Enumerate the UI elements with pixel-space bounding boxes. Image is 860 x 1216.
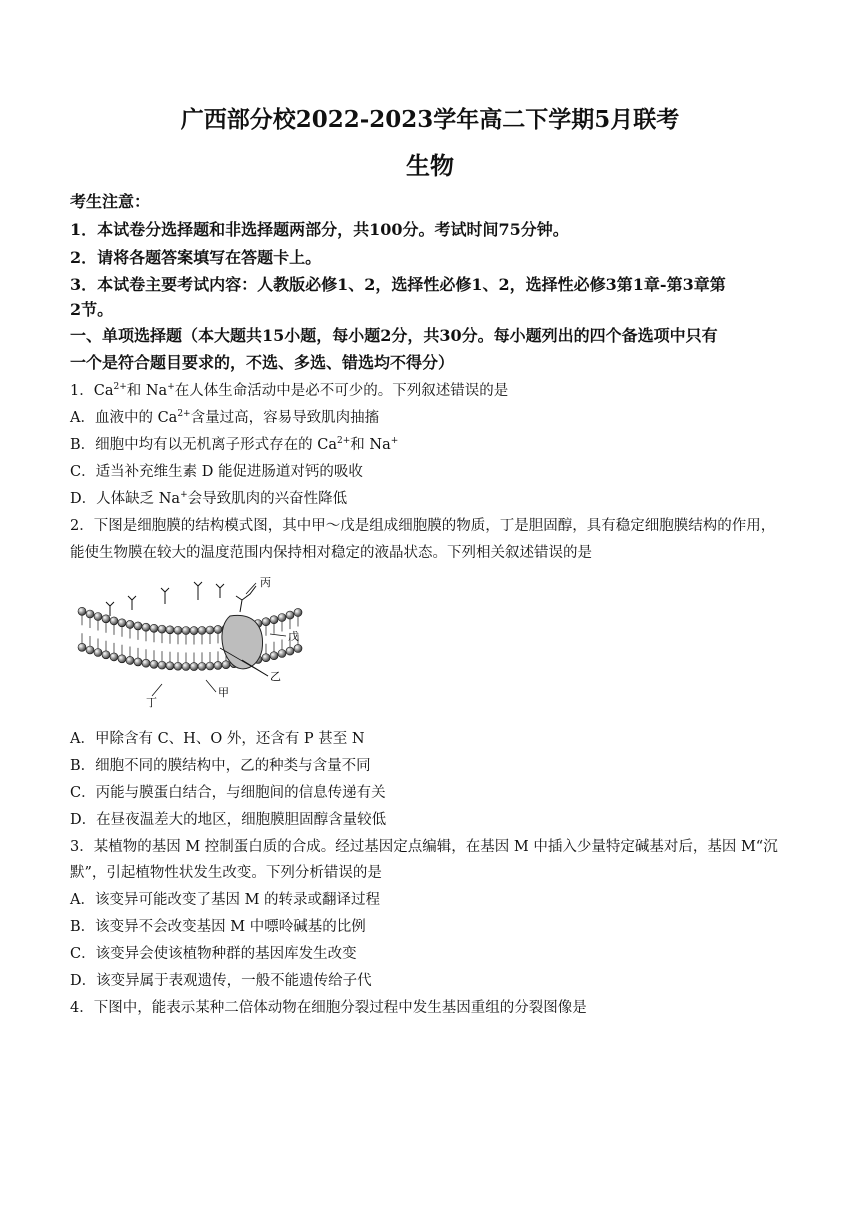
q3-option-b: B．该变异不会改变基因 M 中嘌呤碱基的比例 bbox=[70, 919, 366, 935]
lipid-head bbox=[198, 662, 206, 670]
lipid-head bbox=[198, 626, 206, 634]
lipid-head bbox=[294, 608, 302, 616]
section-heading-line1: 一、单项选择题（本大题共15小题，每小题2分，共30分。每小题列出的四个备选项中只有 bbox=[70, 326, 718, 345]
label-ding: 丁 bbox=[146, 696, 157, 708]
q1-option-d: D．人体缺乏 Na+会导致肌肉的兴奋性降低 bbox=[70, 490, 348, 507]
label-yi: 乙 bbox=[270, 670, 281, 683]
lipid-head bbox=[214, 625, 222, 633]
lipid-head bbox=[142, 623, 150, 631]
lipid-head bbox=[78, 643, 86, 651]
q3-option-c: C．该变异会使该植物种群的基因库发生改变 bbox=[70, 946, 357, 962]
q2-option-d: D．在昼夜温差大的地区，细胞膜胆固醇含量较低 bbox=[70, 812, 387, 828]
q1-stem: 1．$Ca^{2+}$和 Na+在人体生命活动中是必不可少的。下列叙述错误的是 bbox=[70, 382, 509, 399]
q3-stem-line2: 默”，引起植物性状发生改变。下列分析错误的是 bbox=[70, 865, 382, 881]
lipid-head bbox=[206, 662, 214, 670]
section-heading-line2: 一个是符合题目要求的，不选、多选、错选均不得分） bbox=[70, 353, 455, 372]
q4-stem: 4．下图中，能表示某种二倍体动物在细胞分裂过程中发生基因重组的分裂图像是 bbox=[70, 1000, 587, 1016]
lipid-head bbox=[86, 610, 94, 618]
q1-option-a: A．血液中的 $Ca^{2+}$含量过高，容易导致肌肉抽搐 bbox=[70, 409, 380, 426]
exam-subject: 生物 bbox=[406, 151, 454, 180]
q2-option-a: A．甲除含有 C、H、O 外，还含有 P 甚至 N bbox=[70, 731, 365, 747]
cell-membrane-diagram bbox=[70, 568, 310, 708]
lipid-head bbox=[166, 626, 174, 634]
lipid-head bbox=[190, 663, 198, 671]
lipid-head bbox=[166, 662, 174, 670]
q3-option-a: A．该变异可能改变了基因 M 的转录或翻译过程 bbox=[70, 892, 381, 908]
lipid-head bbox=[286, 647, 294, 655]
lipid-head bbox=[158, 625, 166, 633]
lipid-head bbox=[78, 607, 86, 615]
lipid-head bbox=[206, 626, 214, 634]
notice-item-2: 2．请将各题答案填写在答题卡上。 bbox=[70, 248, 322, 267]
q1-option-b: B．细胞中均有以无机离子形式存在的 $Ca^{2+}$和 Na+ bbox=[70, 436, 399, 453]
lipid-head bbox=[86, 646, 94, 654]
lipid-head bbox=[142, 659, 150, 667]
lipid-head bbox=[174, 662, 182, 670]
lipid-head bbox=[134, 658, 142, 666]
lipid-head bbox=[126, 620, 134, 628]
notice-item-3-cont: 2节。 bbox=[70, 300, 114, 319]
notice-item-3: 3．本试卷主要考试内容：人教版必修1、2，选择性必修1、2，选择性必修3第1章-第3章第 bbox=[70, 275, 726, 294]
lipid-head bbox=[182, 626, 190, 634]
lipid-head bbox=[150, 660, 158, 668]
lipid-head bbox=[94, 613, 102, 621]
lipid-head bbox=[134, 622, 142, 630]
lipid-head bbox=[222, 661, 230, 669]
lipid-head bbox=[262, 654, 270, 662]
lipid-head bbox=[110, 653, 118, 661]
lipid-head bbox=[190, 627, 198, 635]
lipid-head bbox=[102, 651, 110, 659]
lipid-head bbox=[278, 649, 286, 657]
lipid-head bbox=[126, 656, 134, 664]
lipid-head bbox=[262, 618, 270, 626]
label-bing: 丙 bbox=[260, 576, 271, 589]
lipid-head bbox=[294, 644, 302, 652]
lipid-head bbox=[214, 661, 222, 669]
lipid-head bbox=[102, 615, 110, 623]
q2-option-b: B．细胞不同的膜结构中，乙的种类与含量不同 bbox=[70, 758, 371, 774]
lipid-head bbox=[174, 626, 182, 634]
phospholipid-bilayer bbox=[78, 607, 302, 670]
lipid-head bbox=[286, 611, 294, 619]
lipid-head bbox=[182, 662, 190, 670]
q1-option-c: C．适当补充维生素 D 能促进肠道对钙的吸收 bbox=[70, 464, 363, 480]
lipid-head bbox=[118, 619, 126, 627]
lipid-head bbox=[110, 617, 118, 625]
label-wu: 戊 bbox=[288, 630, 299, 643]
lipid-head bbox=[158, 661, 166, 669]
q2-stem-line2: 能使生物膜在较大的温度范围内保持相对稳定的液晶状态。下列相关叙述错误的是 bbox=[70, 545, 592, 561]
q3-option-d: D．该变异属于表观遗传，一般不能遗传给子代 bbox=[70, 973, 372, 989]
q2-stem-line1: 2．下图是细胞膜的结构模式图，其中甲～戊是组成细胞膜的物质，丁是胆固醇，具有稳定细胞膜结构的作用， bbox=[70, 518, 776, 534]
q3-stem-line1: 3．某植物的基因 M 控制蛋白质的合成。经过基因定点编辑，在基因 M 中插入少量特定碱基对后，基因 M“沉 bbox=[70, 839, 778, 855]
lipid-head bbox=[278, 613, 286, 621]
lipid-head bbox=[270, 616, 278, 624]
lipid-head bbox=[118, 655, 126, 663]
exam-title: 广西部分校2022-2023学年高二下学期5月联考 bbox=[180, 106, 680, 133]
notice-item-1: 1．本试卷分选择题和非选择题两部分，共100分。考试时间75分钟。 bbox=[70, 220, 569, 239]
glycocalyx-chains bbox=[106, 582, 256, 616]
lipid-head bbox=[150, 624, 158, 632]
label-jia: 甲 bbox=[218, 686, 229, 699]
q2-option-c: C．丙能与膜蛋白结合，与细胞间的信息传递有关 bbox=[70, 785, 386, 801]
notice-heading: 考生注意： bbox=[70, 192, 151, 211]
lipid-head bbox=[94, 649, 102, 657]
lipid-head bbox=[270, 652, 278, 660]
